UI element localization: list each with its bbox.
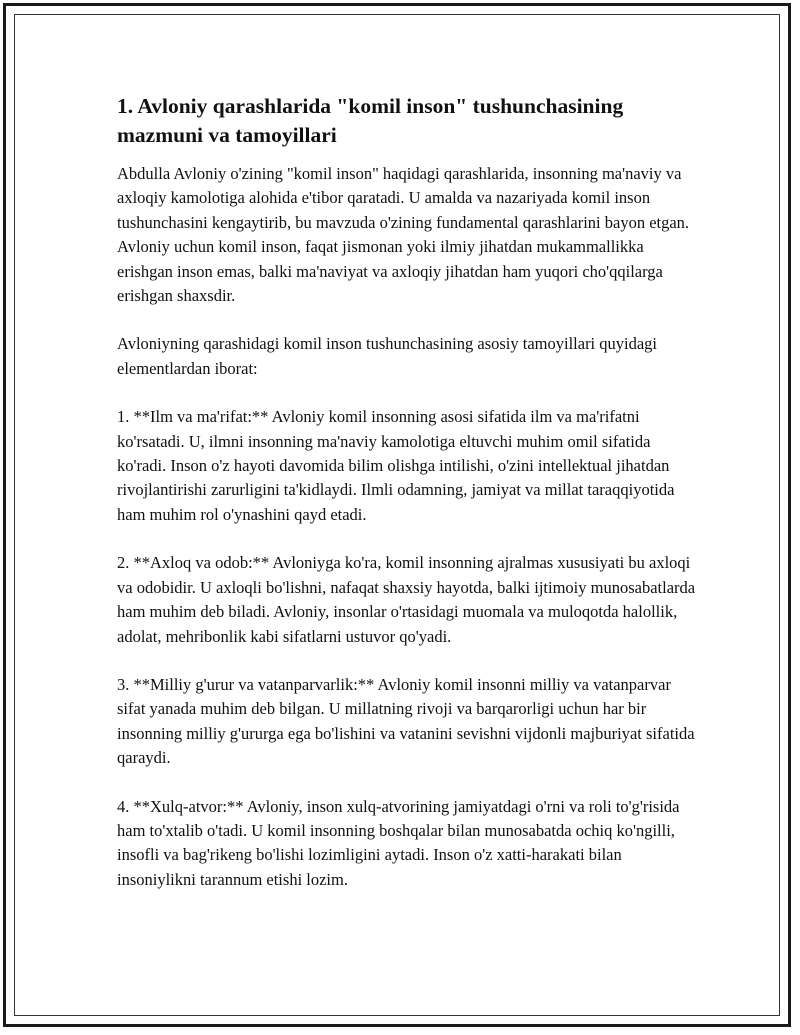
document-body — [117, 92, 697, 916]
paragraph-principles-lead: Avloniyning qarashidagi komil inson tushunchasining asosiy tamoyillari quyidagi elementlardan iborat: — [117, 334, 658, 378]
paragraph-principle-1: 1. **Ilm va ma'rifat:** Avloniy komil insonning asosi sifatida ilm va ma'rifatni ko'rsatadi. U, ilmni insonning ma'naviy kamolotiga eltuvchi muhim omil sifatida ko'radi. Inson o'z hayoti davomida bilim olishga intilishi, o'zini intellektual jihatdan rivojlantirishi zarurligini ta'kidlaydi. Ilmli odamning, jamiyat va millat taraqqiyotida ham muhim rol o'ynashini qayd etadi. — [117, 407, 675, 524]
paragraph-intro: Abdulla Avloniy o'zining "komil inson" haqidagi qarashlarida, insonning ma'naviy va axloqiy kamolotiga alohida e'tibor qaratadi. U amalda va nazariyada komil inson tushunchasini kengaytirib, bu mavzuda o'zining fundamental qarashlarini bayon etgan. Avloniy uchun komil inson, faqat jismonan yoki ilmiy jihatdan mukammallikka erishgan inson emas, balki ma'naviyat va axloqiy jihatdan ham yuqori cho'qqilarga erishgan shaxsdir. — [117, 164, 690, 306]
document-title: 1. Avloniy qarashlarida "komil inson" tushunchasining mazmuni va tamoyillari — [117, 94, 624, 147]
paragraph-principle-2: 2. **Axloq va odob:** Avloniyga ko'ra, komil insonning ajralmas xususiyati bu axloqi va odobidir. U axloqli bo'lishni, nafaqat shaxsiy hayotda, balki ijtimoiy munosabatlarda ham muhim deb biladi. Avloniy, insonlar o'rtasidagi muomala va muloqotda halollik, adolat, mehribonlik kabi sifatlarni ustuvor qo'yadi. — [117, 553, 696, 646]
paragraph-principle-3: 3. **Milliy g'urur va vatanparvarlik:** Avloniy komil insonni milliy va vatanparvar sifat yanada muhim deb bilgan. U millatning rivoji va barqarorligi uchun har bir insonning milliy g'ururga ega bo'lishini va vatanini sevishni vijdonli majburiyat sifatida qaraydi. — [117, 674, 695, 768]
paragraph-principle-4: 4. **Xulq-atvor:** Avloniy, inson xulq-atvorining jamiyatdagi o'rni va roli to'g'risida ham to'xtalib o'tadi. U komil insonning boshqalar bilan munosabatda ochiq ko'ngilli, insofli va bag'rikeng bo'lishi lozimligini aytadi. Inson o'z xatti-harakati bilan insoniylikni tarannum etishi lozim. — [117, 796, 680, 889]
